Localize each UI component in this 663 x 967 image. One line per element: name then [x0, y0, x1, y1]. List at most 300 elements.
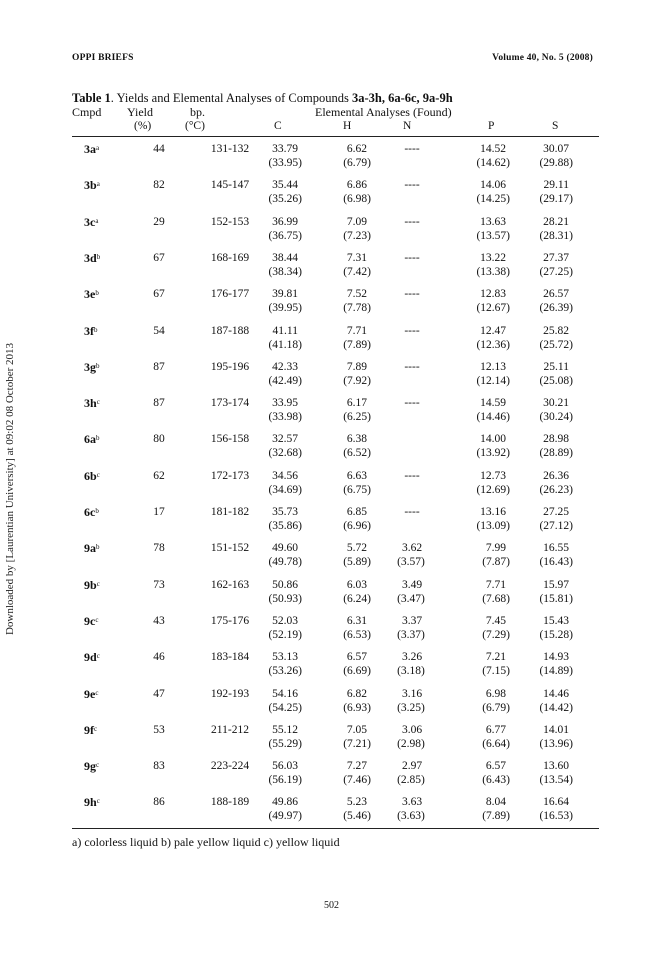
table-row — [0, 542, 663, 570]
cell-yield: 62 — [153, 469, 165, 482]
cell-p-found: (12.69) — [476, 483, 510, 496]
cell-c: 41.11 — [272, 324, 298, 337]
cell-s: 26.36 — [543, 469, 569, 482]
cell-h-found: (7.89) — [343, 338, 371, 351]
cell-p-found: (13.09) — [476, 520, 510, 532]
column-header-bp-unit: (°C) — [185, 120, 205, 132]
table-row — [0, 433, 663, 461]
cell-n-found: (3.25) — [397, 701, 425, 714]
cell-bp: 223-224 — [210, 760, 250, 773]
cell-bp: 131-132 — [210, 143, 250, 155]
cell-cmpd-footnote-mark: c — [96, 470, 100, 479]
cell-n: ---- — [404, 506, 420, 518]
table-caption-text: . Yields and Elemental Analyses of Compounds — [110, 91, 352, 105]
cell-bp: 145-147 — [210, 179, 250, 192]
cell-s-found: (26.23) — [539, 483, 573, 496]
cell-n-found: (3.18) — [397, 665, 425, 678]
cell-n: 3.49 — [401, 578, 423, 591]
cell-h-found: (6.53) — [343, 628, 371, 641]
cell-s-found: (13.54) — [539, 774, 573, 787]
cell-n-found: (3.47) — [397, 592, 425, 605]
cell-bp: 188-189 — [210, 796, 250, 809]
column-header-cmpd: Cmpd — [72, 105, 102, 119]
cell-cmpd-footnote-mark: c — [96, 652, 100, 661]
cell-cmpd-footnote-mark: c — [95, 615, 99, 624]
cell-s: 28.98 — [543, 433, 569, 446]
cell-s: 25.11 — [543, 360, 569, 373]
cell-cmpd — [84, 506, 99, 519]
cell-cmpd-footnote-mark: b — [96, 543, 100, 552]
cell-s: 16.55 — [543, 542, 569, 555]
cell-h-found: (6.79) — [343, 157, 371, 169]
table-row — [0, 288, 663, 316]
cell-c-found: (52.19) — [268, 628, 302, 641]
cell-cmpd-label: 9g — [84, 759, 96, 774]
cell-s: 13.60 — [543, 760, 569, 773]
cell-s-found: (15.28) — [539, 628, 573, 641]
cell-cmpd-label: 9e — [84, 686, 96, 701]
cell-p-found: (6.43) — [482, 774, 510, 787]
cell-s: 28.21 — [543, 215, 569, 228]
cell-bp: 195-196 — [210, 360, 250, 373]
cell-h: 6.31 — [346, 614, 367, 627]
cell-h-found: (6.96) — [343, 520, 371, 532]
cell-cmpd-footnote-mark: c — [95, 688, 99, 697]
cell-h-found: (5.89) — [343, 556, 371, 569]
cell-s-found: (29.88) — [539, 157, 573, 169]
cell-p-found: (13.57) — [476, 229, 510, 242]
cell-s-found: (13.96) — [539, 737, 573, 750]
cell-cmpd — [84, 288, 99, 301]
cell-n: 3.06 — [401, 723, 423, 736]
cell-cmpd — [84, 470, 100, 483]
cell-s: 27.25 — [543, 506, 569, 518]
cell-yield: 78 — [153, 542, 165, 555]
download-watermark: Downloaded by [Laurentian University] at 09:02 08 October 2013 — [4, 342, 16, 636]
cell-h: 7.52 — [346, 288, 367, 301]
cell-cmpd — [84, 579, 100, 592]
cell-n: ---- — [404, 469, 420, 482]
cell-bp: 156-158 — [210, 433, 250, 446]
cell-c-found: (36.75) — [268, 229, 302, 242]
cell-cmpd-label: 9c — [84, 613, 96, 628]
cell-s: 25.82 — [543, 324, 569, 337]
cell-cmpd-footnote-mark: b — [96, 434, 100, 443]
table-row — [0, 724, 663, 752]
cell-yield: 47 — [153, 687, 165, 700]
cell-p-found: (7.15) — [482, 665, 510, 678]
cell-c: 33.95 — [272, 397, 298, 410]
cell-cmpd — [84, 615, 98, 628]
cell-s-found: (25.08) — [539, 374, 573, 387]
cell-s-found: (30.24) — [539, 411, 573, 424]
cell-c-found: (42.49) — [268, 374, 302, 387]
cell-cmpd-label: 9f — [84, 722, 94, 737]
table-caption — [72, 91, 453, 106]
table-row — [0, 179, 663, 207]
cell-c: 34.56 — [272, 469, 298, 482]
cell-cmpd-label: 6b — [84, 468, 97, 483]
cell-c: 52.03 — [272, 614, 298, 627]
cell-n-found: (3.57) — [397, 556, 425, 569]
cell-yield: 44 — [153, 143, 165, 155]
cell-cmpd-footnote-mark: b — [95, 507, 99, 515]
cell-h: 5.72 — [346, 542, 367, 555]
cell-c: 35.73 — [272, 506, 298, 518]
cell-n: ---- — [404, 324, 420, 337]
cell-yield: 87 — [153, 397, 165, 410]
cell-p: 8.04 — [485, 796, 506, 809]
cell-bp: 172-173 — [210, 469, 250, 482]
cell-h-found: (6.98) — [343, 193, 371, 206]
cell-h-found: (7.92) — [343, 374, 371, 387]
cell-bp: 151-152 — [210, 542, 250, 555]
cell-p: 6.98 — [485, 687, 506, 700]
column-header-c: C — [274, 120, 282, 132]
cell-h: 6.38 — [346, 433, 367, 446]
cell-n: ---- — [404, 215, 420, 228]
cell-n: 3.37 — [401, 614, 423, 627]
cell-s: 14.01 — [543, 723, 569, 736]
cell-c: 38.44 — [272, 251, 298, 264]
cell-bp: 181-182 — [210, 506, 250, 518]
cell-p: 14.06 — [480, 179, 506, 192]
cell-cmpd-footnote-mark: a — [96, 144, 100, 152]
cell-h-found: (6.69) — [343, 665, 371, 678]
cell-p: 12.13 — [480, 360, 506, 373]
cell-p-found: (7.68) — [482, 592, 510, 605]
cell-n-found: (2.85) — [397, 774, 425, 787]
cell-c-found: (32.68) — [268, 447, 302, 460]
cell-yield: 67 — [153, 288, 165, 301]
cell-cmpd — [84, 724, 97, 737]
cell-s: 15.97 — [543, 578, 569, 591]
running-header-volume: Volume 40, No. 5 (2008) — [492, 53, 593, 63]
cell-yield: 17 — [153, 506, 165, 518]
cell-h-found: (7.78) — [343, 302, 371, 315]
cell-yield: 73 — [153, 578, 165, 591]
cell-c: 35.44 — [272, 179, 298, 192]
cell-c: 33.79 — [272, 143, 298, 155]
cell-cmpd-footnote-mark: b — [95, 289, 99, 298]
cell-h-found: (6.52) — [343, 447, 371, 460]
cell-bp: 183-184 — [210, 651, 250, 664]
cell-cmpd-label: 3c — [84, 214, 96, 229]
cell-cmpd — [84, 542, 100, 555]
cell-s: 14.46 — [543, 687, 569, 700]
table-row — [0, 216, 663, 244]
cell-n: ---- — [404, 360, 420, 373]
cell-n: ---- — [404, 179, 420, 192]
cell-c-found: (50.93) — [268, 592, 302, 605]
cell-cmpd-footnote-mark: b — [96, 252, 101, 261]
cell-p: 7.45 — [485, 614, 506, 627]
cell-cmpd — [84, 325, 98, 338]
cell-p: 6.57 — [485, 760, 506, 773]
cell-c: 55.12 — [272, 723, 298, 736]
cell-cmpd-footnote-mark: c — [94, 724, 98, 733]
column-header-yield-unit: (%) — [134, 120, 152, 132]
cell-h: 5.23 — [346, 796, 367, 809]
cell-h: 6.57 — [346, 651, 367, 664]
cell-p-found: (7.29) — [482, 628, 510, 641]
cell-cmpd — [84, 688, 98, 701]
table-header-rule — [72, 136, 599, 137]
cell-yield: 53 — [153, 723, 165, 736]
cell-n: 3.26 — [401, 651, 423, 664]
cell-c-found: (53.26) — [268, 665, 302, 678]
cell-c: 49.60 — [272, 542, 298, 555]
cell-s: 30.21 — [543, 397, 569, 410]
cell-cmpd-footnote-mark: c — [96, 761, 100, 770]
cell-h: 6.63 — [346, 469, 367, 482]
cell-c-found: (54.25) — [268, 701, 302, 714]
cell-n: ---- — [404, 288, 420, 301]
cell-c: 36.99 — [272, 215, 298, 228]
cell-p: 7.71 — [485, 578, 506, 591]
cell-cmpd — [84, 361, 100, 374]
table-row — [0, 579, 663, 607]
cell-c-found: (56.19) — [268, 774, 302, 787]
column-header-elemental-analyses: Elemental Analyses (Found) — [315, 105, 452, 119]
cell-p: 13.22 — [480, 251, 506, 264]
cell-s: 29.11 — [543, 179, 569, 192]
table-caption-label: Table 1 — [72, 91, 111, 105]
table-row — [0, 470, 663, 498]
cell-h-found: (6.24) — [343, 592, 371, 605]
cell-cmpd-footnote-mark: b — [96, 361, 100, 370]
cell-p: 7.21 — [485, 651, 506, 664]
cell-yield: 43 — [153, 614, 165, 627]
cell-yield: 87 — [153, 360, 165, 373]
cell-c-found: (39.95) — [268, 302, 302, 315]
cell-cmpd — [84, 216, 98, 229]
cell-p-found: (14.25) — [476, 193, 510, 206]
cell-s-found: (15.81) — [539, 592, 573, 605]
column-header-h: H — [343, 120, 352, 132]
cell-h-found: (6.25) — [343, 411, 371, 424]
cell-yield: 54 — [153, 324, 165, 337]
table-row — [0, 651, 663, 679]
column-header-bp: bp. — [190, 105, 205, 119]
table-row — [0, 760, 663, 788]
cell-h-found: (7.42) — [343, 265, 371, 278]
cell-s-found: (28.31) — [539, 229, 573, 242]
cell-n-found: (3.37) — [397, 628, 425, 641]
cell-n: 3.63 — [401, 796, 423, 809]
cell-cmpd-label: 3f — [84, 323, 94, 338]
cell-p-found: (7.87) — [482, 556, 510, 569]
cell-bp: 211-212 — [211, 723, 249, 736]
cell-c: 32.57 — [272, 433, 298, 446]
cell-cmpd — [84, 760, 99, 773]
cell-s-found: (27.12) — [539, 520, 573, 532]
cell-cmpd — [84, 179, 100, 192]
cell-yield: 67 — [153, 251, 165, 264]
cell-cmpd-footnote-mark: b — [94, 325, 98, 334]
cell-s-found: (14.89) — [539, 665, 573, 678]
cell-n-found: (3.63) — [397, 810, 425, 823]
cell-cmpd-footnote-mark: c — [96, 797, 100, 806]
cell-s: 27.37 — [543, 251, 569, 264]
cell-cmpd — [84, 143, 99, 156]
cell-bp: 187-188 — [210, 324, 250, 337]
table-row — [0, 325, 663, 353]
cell-n: 3.16 — [401, 687, 423, 700]
cell-cmpd-label: 3b — [84, 178, 97, 193]
cell-p-found: (6.79) — [482, 701, 510, 714]
cell-h: 7.27 — [346, 760, 367, 773]
table-row — [0, 615, 663, 643]
cell-c-found: (34.69) — [268, 483, 302, 496]
cell-p-found: (14.62) — [476, 157, 510, 169]
column-header-n: N — [403, 120, 412, 132]
cell-s-found: (29.17) — [539, 193, 573, 206]
cell-cmpd-label: 9h — [84, 795, 97, 810]
cell-c-found: (35.26) — [268, 193, 302, 206]
cell-c-found: (49.97) — [268, 810, 302, 823]
cell-bp: 168-169 — [210, 251, 250, 264]
cell-c: 50.86 — [272, 578, 298, 591]
cell-cmpd — [84, 651, 100, 664]
cell-h: 6.85 — [346, 506, 367, 518]
cell-h: 7.71 — [346, 324, 367, 337]
cell-h: 7.05 — [346, 723, 367, 736]
cell-s-found: (26.39) — [539, 302, 573, 315]
cell-c-found: (38.34) — [268, 265, 302, 278]
cell-p: 13.63 — [480, 215, 506, 228]
cell-h-found: (7.46) — [343, 774, 371, 787]
cell-c: 39.81 — [272, 288, 298, 301]
cell-p: 13.16 — [480, 506, 506, 518]
cell-h: 6.03 — [346, 578, 367, 591]
cell-c: 53.13 — [272, 651, 298, 664]
cell-c: 42.33 — [272, 360, 298, 373]
cell-c-found: (41.18) — [268, 338, 302, 351]
cell-cmpd-label: 6a — [84, 432, 96, 447]
table-row — [0, 252, 663, 280]
table-row — [0, 688, 663, 716]
table-caption-compounds: 3a-3h, 6a-6c, 9a-9h — [351, 91, 453, 105]
cell-cmpd-footnote-mark: c — [96, 579, 100, 588]
cell-p-found: (12.36) — [476, 338, 510, 351]
cell-cmpd-label: 3a — [84, 142, 96, 156]
cell-n: ---- — [404, 397, 420, 410]
cell-p-found: (12.67) — [476, 302, 510, 315]
table-row — [0, 143, 663, 171]
cell-n: 2.97 — [401, 760, 423, 773]
cell-p: 7.99 — [485, 542, 506, 555]
table-row — [0, 506, 663, 534]
cell-s-found: (25.72) — [539, 338, 573, 351]
cell-c-found: (35.86) — [268, 520, 302, 532]
cell-cmpd — [84, 252, 100, 265]
cell-s-found: (27.25) — [539, 265, 573, 278]
cell-s: 14.93 — [543, 651, 569, 664]
table-row — [0, 796, 663, 824]
cell-p: 12.47 — [480, 324, 506, 337]
cell-n-found: (2.98) — [397, 737, 425, 750]
cell-p: 6.77 — [485, 723, 506, 736]
cell-yield: 83 — [153, 760, 165, 773]
cell-bp: 175-176 — [210, 614, 250, 627]
cell-cmpd-label: 3e — [84, 287, 96, 302]
cell-c-found: (55.29) — [268, 737, 302, 750]
cell-n: ---- — [404, 251, 420, 264]
column-header-s: S — [552, 120, 559, 132]
cell-h: 6.17 — [346, 397, 367, 410]
cell-n: ---- — [404, 143, 420, 155]
cell-cmpd-label: 9b — [84, 577, 97, 592]
page-number: 502 — [324, 900, 339, 911]
cell-s: 26.57 — [543, 288, 569, 301]
cell-yield: 86 — [153, 796, 165, 809]
cell-cmpd-footnote-mark: c — [96, 398, 100, 407]
cell-p-found: (13.92) — [476, 447, 510, 460]
cell-s-found: (16.53) — [539, 810, 573, 823]
cell-s: 15.43 — [543, 614, 569, 627]
cell-c-found: (33.98) — [268, 411, 302, 424]
cell-s-found: (14.42) — [539, 701, 573, 714]
cell-bp: 176-177 — [210, 288, 250, 301]
cell-cmpd-label: 6c — [84, 505, 96, 519]
cell-cmpd-label: 3h — [84, 396, 97, 411]
cell-s-found: (28.89) — [539, 447, 573, 460]
column-header-yield: Yield — [127, 105, 153, 119]
table-bottom-rule — [72, 828, 599, 829]
cell-p: 14.00 — [480, 433, 506, 446]
cell-c-found: (33.95) — [268, 157, 302, 169]
cell-bp: 192-193 — [210, 687, 250, 700]
cell-s: 16.64 — [543, 796, 569, 809]
cell-cmpd-label: 9a — [84, 541, 96, 556]
cell-bp: 162-163 — [210, 578, 250, 591]
cell-h-found: (7.23) — [343, 229, 371, 242]
cell-bp: 173-174 — [210, 397, 250, 410]
cell-p-found: (14.46) — [476, 411, 510, 424]
cell-yield: 46 — [153, 651, 165, 664]
cell-h: 6.86 — [346, 179, 367, 192]
cell-h: 6.62 — [346, 143, 367, 155]
cell-c-found: (49.78) — [268, 556, 302, 569]
cell-h-found: (6.93) — [343, 701, 371, 714]
cell-c: 54.16 — [272, 687, 298, 700]
cell-cmpd-label: 3g — [84, 359, 96, 374]
cell-p: 12.73 — [480, 469, 506, 482]
cell-yield: 80 — [153, 433, 165, 446]
cell-yield: 82 — [153, 179, 165, 192]
cell-cmpd — [84, 397, 100, 410]
cell-c: 56.03 — [272, 760, 298, 773]
cell-yield: 29 — [153, 215, 165, 228]
cell-h-found: (7.21) — [343, 737, 371, 750]
cell-p: 14.52 — [480, 143, 506, 155]
cell-s-found: (16.43) — [539, 556, 573, 569]
cell-c: 49.86 — [272, 796, 298, 809]
cell-cmpd — [84, 796, 100, 809]
cell-p-found: (12.14) — [476, 374, 510, 387]
cell-cmpd-label: 3d — [84, 250, 97, 265]
cell-cmpd-footnote-mark: a — [95, 216, 99, 225]
cell-h-found: (6.75) — [343, 483, 371, 496]
cell-h: 7.09 — [346, 215, 367, 228]
cell-h: 6.82 — [346, 687, 367, 700]
cell-p-found: (13.38) — [476, 265, 510, 278]
cell-cmpd — [84, 433, 100, 446]
table-footnote: a) colorless liquid b) pale yellow liquid c) yellow liquid — [72, 835, 340, 849]
cell-cmpd-footnote-mark: a — [96, 180, 100, 189]
running-header-journal: OPPI BRIEFS — [72, 53, 134, 63]
